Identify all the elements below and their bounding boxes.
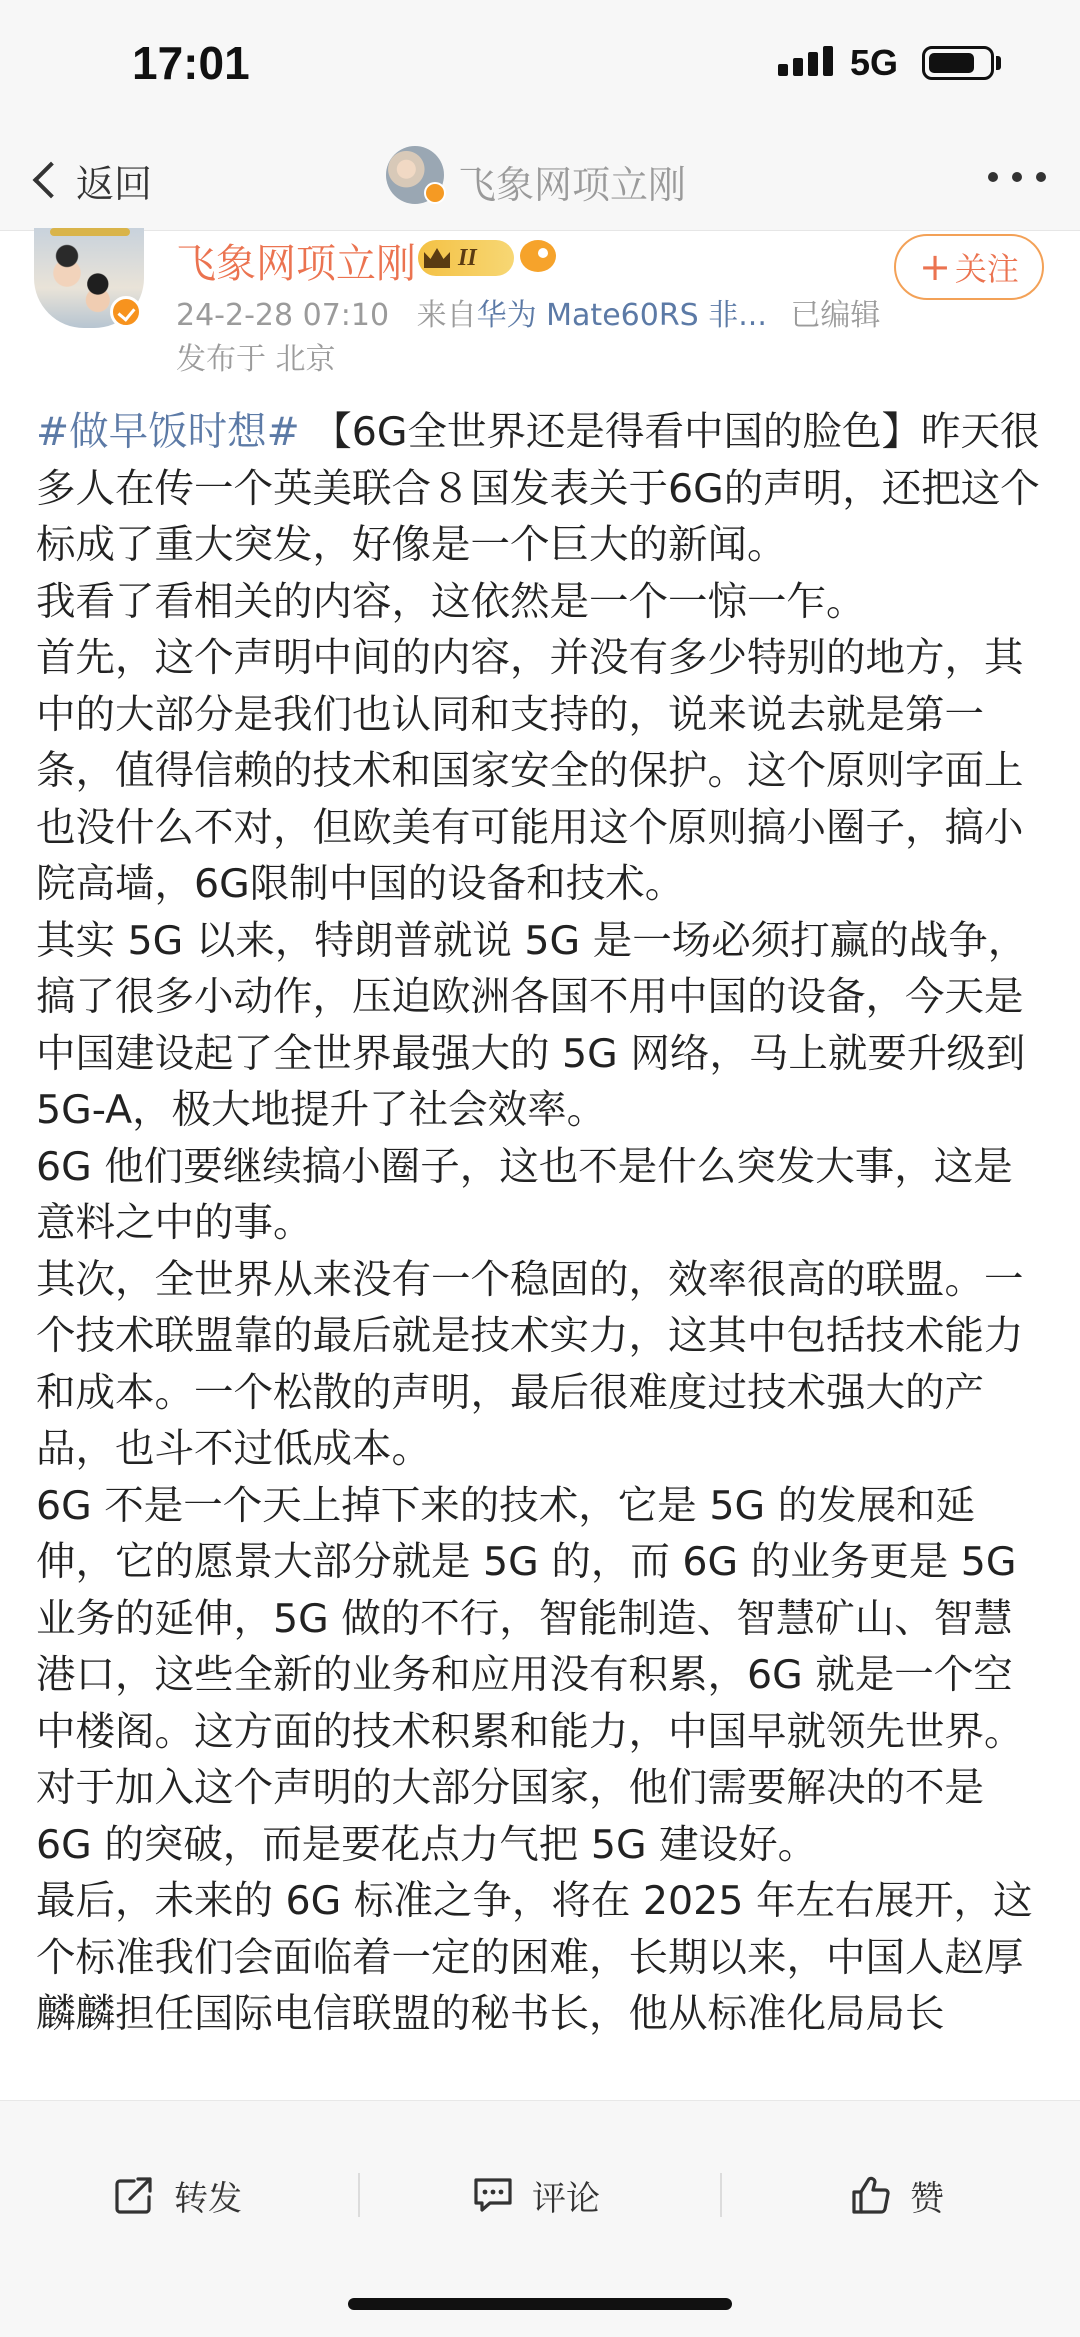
comment-icon — [472, 2175, 514, 2215]
chevron-left-icon — [33, 162, 70, 199]
avatar-frame-icon — [50, 228, 130, 236]
like-label: 赞 — [910, 2178, 944, 2219]
signal-icon — [778, 44, 838, 76]
post-source[interactable]: 华为 Mate60RS 非... — [476, 298, 767, 333]
paragraph-9: 最后，未来的 6G 标准之争，将在 2025 年左右展开，这个标准我们会面临着一定的困难，长期以来，中国人赵厚麟麟担任国际电信联盟的秘书长，他从标准化局局长 — [36, 1878, 1033, 2037]
source-prefix: 来自 — [416, 298, 477, 333]
home-indicator — [348, 2298, 732, 2310]
fish-badge-icon[interactable] — [520, 240, 556, 272]
level-label: II — [458, 244, 477, 271]
network-label: 5G — [850, 42, 899, 83]
verified-icon — [424, 182, 446, 204]
divider — [720, 2173, 722, 2217]
battery-level — [929, 53, 974, 73]
back-label: 返回 — [76, 161, 153, 206]
paragraph-1 — [36, 404, 1046, 574]
share-icon — [114, 2175, 156, 2215]
battery-icon — [922, 46, 994, 80]
edited-label[interactable]: 已编辑 — [790, 298, 881, 333]
thumbs-up-icon — [850, 2175, 892, 2215]
paragraph-2: 我看了看相关的内容，这依然是一个一惊一乍。 — [36, 578, 866, 625]
crown-icon — [424, 248, 450, 268]
divider — [358, 2173, 360, 2217]
like-button[interactable] — [850, 2165, 944, 2225]
repost-button[interactable] — [114, 2165, 242, 2225]
comment-label: 评论 — [532, 2178, 600, 2219]
ellipsis-icon[interactable] — [988, 172, 1048, 184]
paragraph-text: 【6G全世界还是得看中国的脸色】昨天很多人在传一个英美联合８国发表关于6G的声明，还把这个标成了重大突发，好像是一个巨大的新闻。 — [36, 409, 1040, 568]
paragraph-8: 对于加入这个声明的大部分国家，他们需要解决的不是 6G 的突破，而是要花点力气把 5G 建设好。 — [36, 1765, 984, 1868]
paragraph-3: 首先，这个声明中间的内容，并没有多少特别的地方，其中的大部分是我们也认同和支持的，说来说去就是第一条，值得信赖的技术和国家安全的保护。这个原则字面上也没什么不对，但欧美有可能用这个原则搞小圈子，搞小院高墙，6G限制中国的设备和技术。 — [36, 635, 1024, 907]
comment-button[interactable] — [472, 2165, 600, 2225]
battery-tip — [996, 56, 1001, 70]
nav-bar — [0, 130, 1080, 231]
verified-badge-icon — [110, 296, 142, 328]
paragraph-6: 其次，全世界从来没有一个稳固的，效率很高的联盟。一个技术联盟靠的最后就是技术实力，这其中包括技术能力和成本。一个松散的声明，最后很难度过技术强大的产品，也斗不过低成本。 — [36, 1256, 1024, 1472]
nav-title: 飞象网项立刚 — [458, 163, 687, 207]
follow-label: 关注 — [954, 250, 1019, 288]
follow-button[interactable] — [894, 234, 1044, 300]
post-body — [36, 404, 1046, 2094]
plus-icon: + — [919, 245, 951, 289]
paragraph-7: 6G 不是一个天上掉下来的技术，它是 5G 的发展和延伸，它的愿景大部分就是 5G 的，而 6G 的业务更是 5G 业务的延伸，5G 做的不行，智能制造、智慧矿山、智慧港口，这些全新的业务和应用没有积累，6G 就是一个空中楼阁。这方面的技术积累和能力，中国早就领先世界。 — [36, 1482, 1024, 1755]
paragraph-4: 其实 5G 以来，特朗普就说 5G 是一场必须打赢的战争，搞了很多小动作，压迫欧洲各国不用中国的设备，今天是中国建设起了全世界最强大的 5G 网络，马上就要升级到 5G-A，极大地提升了社会效率。 — [36, 917, 1028, 1133]
back-button[interactable] — [28, 148, 152, 212]
level-badge[interactable] — [418, 240, 514, 276]
status-time: 17:01 — [132, 37, 250, 89]
post-location: 发布于 北京 — [176, 342, 336, 377]
author-name[interactable]: 飞象网项立刚 — [176, 241, 416, 287]
repost-label: 转发 — [174, 2178, 242, 2219]
paragraph-5: 6G 他们要继续搞小圈子，这也不是什么突发大事，这是意料之中的事。 — [36, 1143, 1013, 1246]
post-meta — [176, 290, 880, 334]
post-timestamp: 24-2-28 07:10 — [176, 298, 390, 333]
hashtag-link[interactable]: #做早饭时想# — [36, 409, 300, 455]
status-bar — [0, 0, 1080, 130]
